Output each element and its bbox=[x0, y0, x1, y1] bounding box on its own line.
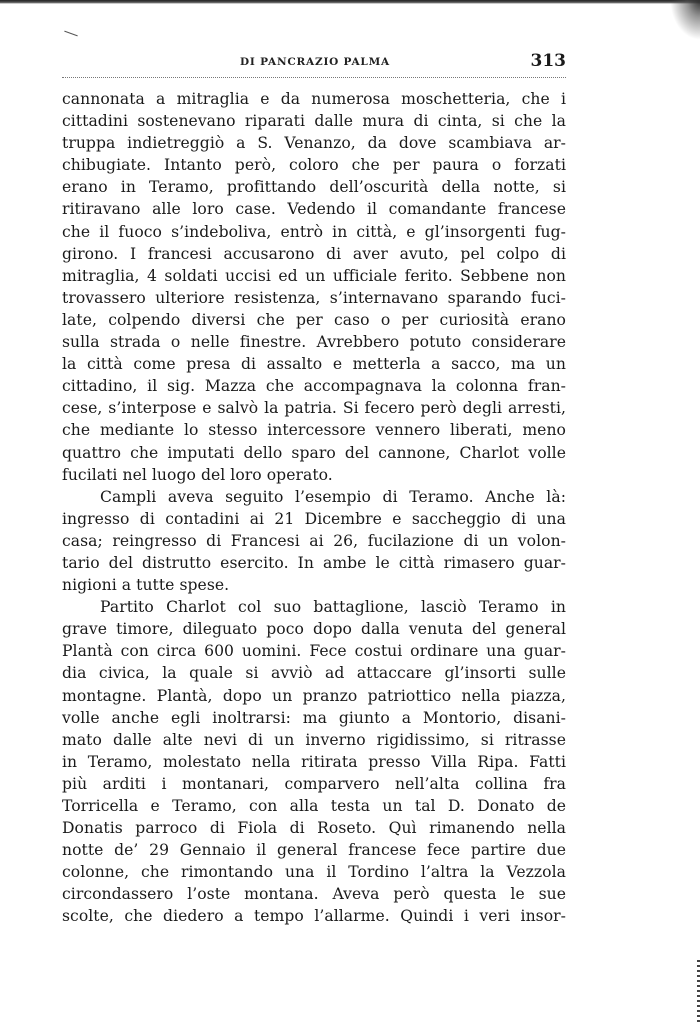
text-line: ritiravano alle loro case. Vedendo il comandante francese bbox=[62, 200, 566, 219]
text-line: tario del distrutto esercito. In ambe le città rimasero guar- bbox=[62, 553, 566, 572]
body-text bbox=[62, 88, 566, 928]
text-line: late, colpendo diversi che per caso o per curiosità erano bbox=[62, 310, 566, 329]
text-line: cittadino, il sig. Mazza che accompagnava la colonna fran- bbox=[62, 377, 566, 396]
header-dotted-rule bbox=[62, 77, 566, 78]
text-line: truppa indietreggiò a S. Venanzo, da dove scambiava ar- bbox=[62, 134, 566, 153]
paragraph-start-line: Partito Charlot col suo battaglione, lasciò Teramo in bbox=[100, 598, 566, 617]
text-line: la città come presa di assalto e metterla a sacco, ma un bbox=[62, 355, 566, 374]
text-line: quattro che imputati dello sparo del cannone, Charlot volle bbox=[62, 443, 566, 462]
text-line: erano in Teramo, profittando dell’oscurità della notte, si bbox=[62, 178, 566, 197]
paragraph-end-line: nigioni a tutte spese. bbox=[62, 576, 230, 595]
text-line: Torricella e Teramo, con alla testa un tal D. Donato de bbox=[62, 797, 566, 815]
text-line: in Teramo, molestato nella ritirata presso Villa Ripa. Fatti bbox=[62, 752, 566, 771]
text-line: cannonata a mitraglia e da numerosa moschetteria, che i bbox=[62, 90, 566, 108]
text-line: scolte, che diedero a tempo l’allarme. Quindi i veri insor- bbox=[62, 907, 566, 926]
running-head bbox=[62, 52, 566, 74]
text-line: girono. I francesi accusarono di aver avuto, pel colpo di bbox=[62, 244, 566, 263]
text-line: Plantà con circa 600 uomini. Fece costui ordinare una guar- bbox=[62, 642, 566, 661]
text-line: più arditi i montanari, comparvero nell’alta collina fra bbox=[62, 774, 566, 793]
text-line: colonne, che rimontando una il Tordino l’altra la Vezzola bbox=[62, 863, 566, 882]
paragraph-start-line: Campli aveva seguito l’esempio di Teramo. Anche là: bbox=[100, 487, 566, 506]
text-line: cittadini sostenevano riparati dalle mura di cinta, si che la bbox=[62, 112, 566, 131]
text-line: dia civica, la quale si avviò ad attaccare gl’insorti sulle bbox=[62, 664, 566, 683]
running-title: DI PANCRAZIO PALMA bbox=[240, 56, 390, 68]
text-line: circondassero l’oste montana. Aveva però questa le sue bbox=[62, 885, 566, 904]
text-line: ingresso di contadini ai 21 Dicembre e saccheggio di una bbox=[62, 509, 566, 528]
text-line: notte de’ 29 Gennaio il general francese fece partire due bbox=[62, 841, 566, 860]
text-line: volle anche egli inoltrarsi: ma giunto a Montorio, disani- bbox=[62, 708, 566, 727]
paragraph-end-line: fucilati nel luogo del loro operato. bbox=[62, 465, 333, 484]
page-number: 313 bbox=[530, 51, 566, 71]
text-line: casa; reingresso di Francesi ai 26, fucilazione di un volon- bbox=[62, 531, 566, 550]
text-line: mato dalle alte nevi di un inverno rigidissimo, si ritrasse bbox=[62, 730, 566, 749]
text-line: montagne. Plantà, dopo un pranzo patriottico nella piazza, bbox=[62, 686, 566, 705]
text-line: trovassero ulteriore resistenza, s’internavano sparando fuci- bbox=[62, 288, 566, 307]
scan-top-edge bbox=[0, 0, 700, 4]
text-line: Donatis parroco di Fiola di Roseto. Quì rimanendo nella bbox=[62, 819, 566, 838]
text-line: chibugiate. Intanto però, coloro che per paura o forzati bbox=[62, 156, 566, 175]
text-line: grave timore, dileguato poco dopo dalla venuta del general bbox=[62, 620, 566, 639]
text-line: cese, s’interpose e salvò la patria. Si fecero però degli arresti, bbox=[62, 399, 566, 418]
text-line: sulla strada o nelle finestre. Avrebbero potuto considerare bbox=[62, 333, 566, 352]
scan-corner-shadow bbox=[670, 0, 700, 40]
text-line: che il fuoco s’indeboliva, entrò in città, e gl’insorgenti fug- bbox=[62, 222, 566, 241]
text-line: che mediante lo stesso intercessore vennero liberati, meno bbox=[62, 421, 566, 440]
scan-mark bbox=[64, 31, 77, 37]
text-line: mitraglia, 4 soldati uccisi ed un ufficiale ferito. Sebbene non bbox=[62, 266, 566, 285]
